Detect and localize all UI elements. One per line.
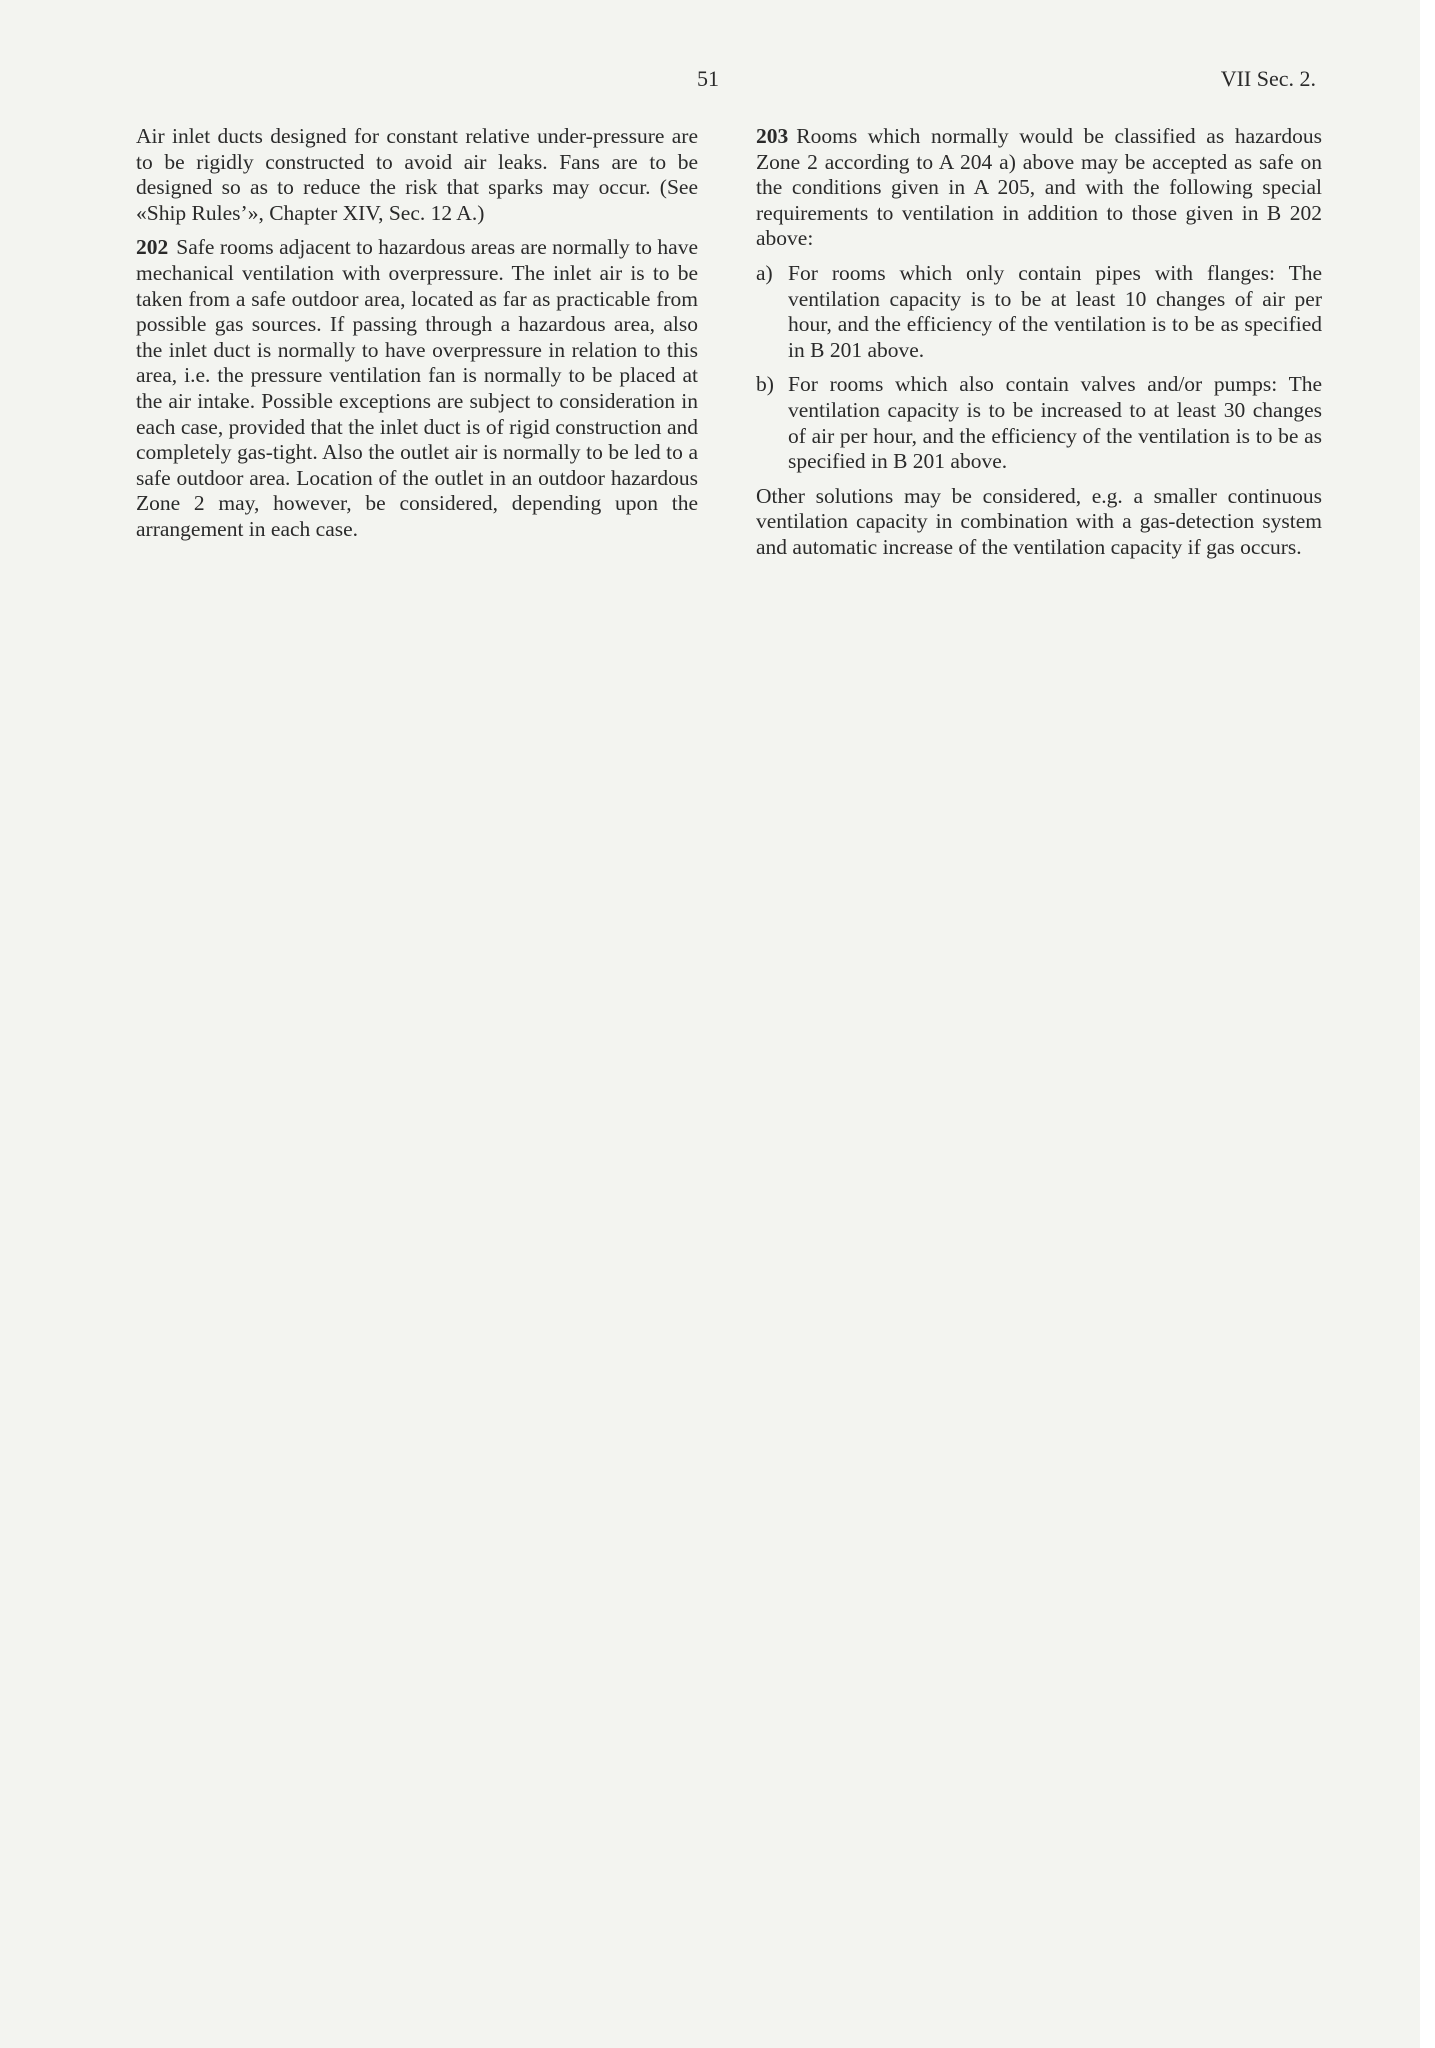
left-column xyxy=(136,124,698,552)
list-item-a xyxy=(756,261,1322,363)
list-item-text: For rooms which also contain valves and/or pumps: The ventilation capacity is to be increased to at least 30 changes of air per hour, and the efficiency of the ventilation is to be as specified in B 201 above. xyxy=(788,372,1322,474)
paragraph-number-202: 202 xyxy=(136,235,169,260)
paragraph-number-203: 203 xyxy=(756,124,789,148)
paragraph-202-text: Safe rooms adjacent to hazardous areas are normally to have mechanical ventilation with overpressure. The inlet air is to be taken from a safe outdoor area, located as far as practicable from possible gas sources. If passing through a hazardous area, also the inlet duct is normally to have overpressure in relation to this area, i.e. the pressure ventilation fan is normally to be placed at the air intake. Possible exceptions are subject to consideration in each case, provided that the inlet duct is of rigid construction and completely gas-tight. Also the outlet air is normally to be led to a safe outdoor area. Location of the outlet in an outdoor hazardous Zone 2 may, however, be considered, depending upon the arrangement in each case. xyxy=(136,235,698,541)
page-number: 51 xyxy=(697,66,719,91)
intro-paragraph: Air inlet ducts designed for constant relative under-pressure are to be rigidly constructed to avoid air leaks. Fans are to be designed so as to reduce the risk that sparks may occur. (See «Ship Rules’», Chapter XIV, Sec. 12 A.) xyxy=(136,124,698,225)
section-reference: VII Sec. 2. xyxy=(1220,66,1316,91)
list-item-b xyxy=(756,372,1322,474)
closing-paragraph: Other solutions may be considered, e.g. a smaller continuous ventilation capacity in combination with a gas-detection system and automatic increase of the ventilation capacity if gas occurs. xyxy=(756,483,1322,559)
list-item-text: For rooms which only contain pipes with flanges: The ventilation capacity is to be at least 10 changes of air per hour, and the efficiency of the ventilation is to be as specified in B 201 above. xyxy=(788,260,1322,362)
list-item-label: a) xyxy=(756,260,773,285)
right-column xyxy=(756,124,1322,570)
paragraph-203-text: Rooms which normally would be classified as hazardous Zone 2 according to A 204 a) above may be accepted as safe on the conditions given in A 205, and with the following special requirements to ventilation in addition to those given in B 202 above: xyxy=(756,124,1322,251)
list-item-label: b) xyxy=(756,372,774,397)
paragraph-202 xyxy=(136,235,698,542)
paragraph-203 xyxy=(756,124,1322,252)
